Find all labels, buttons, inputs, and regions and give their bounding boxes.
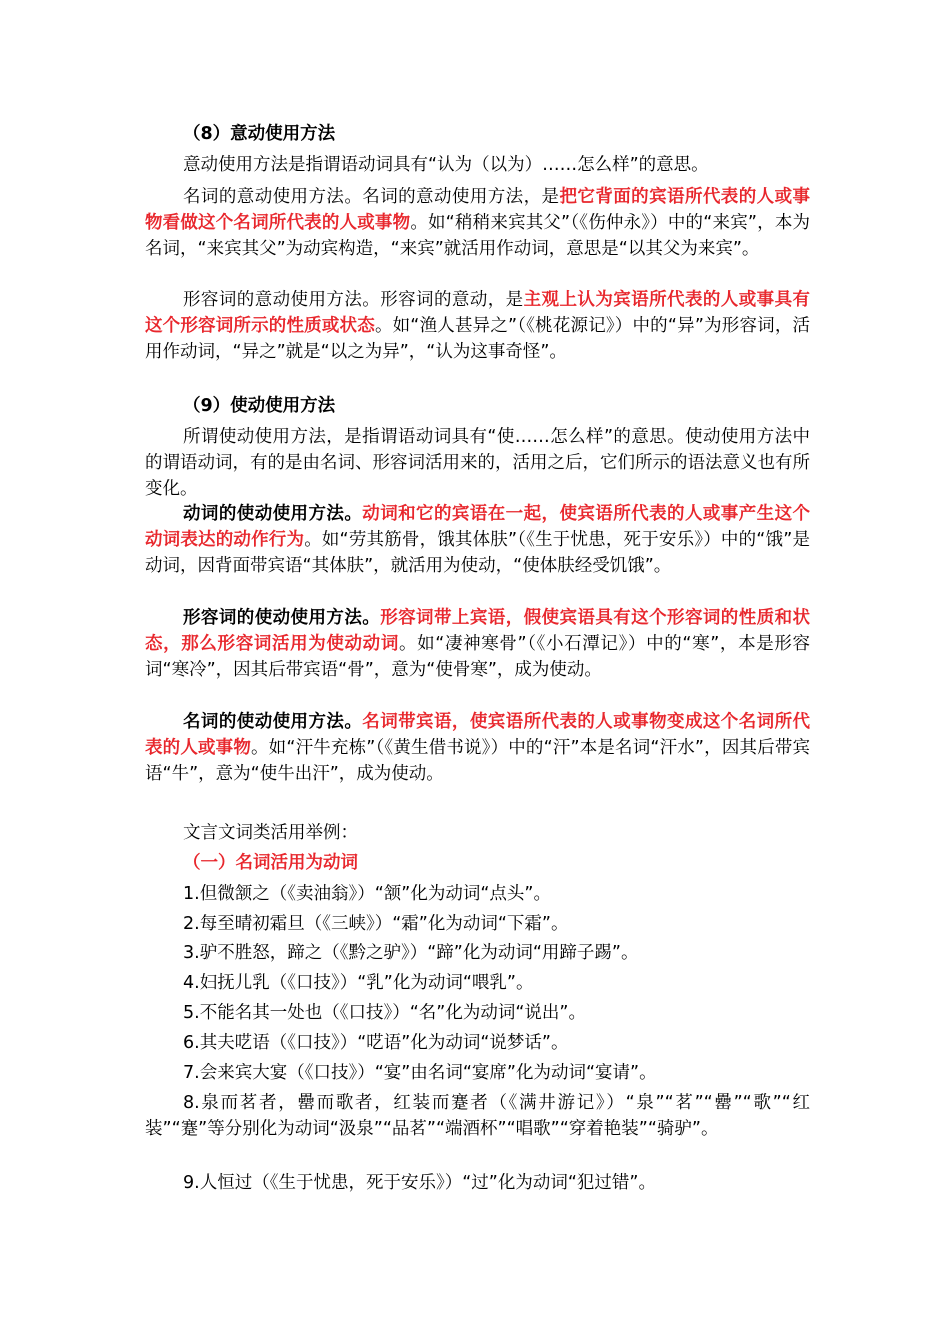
example-item-3: 3.驴不胜怒，蹄之（《黔之驴》）“蹄”化为动词“用蹄子踢”。 xyxy=(183,943,639,963)
section-9-verb-paragraph xyxy=(145,501,810,579)
section-9-adj-paragraph xyxy=(145,605,810,683)
example-item-7: 7.会来宾大宴（《口技》）“宴”由名词“宴席”化为动词“宴请”。 xyxy=(183,1063,657,1083)
example-item-2: 2.每至晴初霜旦（《三峡》）“霜”化为动词“下霜”。 xyxy=(183,914,569,934)
example-item-8: 8.泉而茗者，罍而歌者，红装而蹇者（《满井游记》）“泉”“茗”“罍”“歌”“红装”“蹇”等分别化为动词“汲泉”“品茗”“端酒杯”“唱歌”“穿着艳装”“骑驴”。 xyxy=(145,1093,810,1139)
adj-shidong-lead: 形容词的使动使用方法。 xyxy=(183,608,381,628)
section-9-heading: （9）使动使用方法 xyxy=(183,396,336,416)
example-item-4: 4.妇抚儿乳（《口技》）“乳”化为动词“喂乳”。 xyxy=(183,973,534,993)
verb-shidong-rest: 。如“劳其筋骨，饿其体肤”（《生于忧患，死于安乐》）中的“饿”是动词，因背面带宾语“其体肤”，就活用为使动，“使体肤经受饥饿”。 xyxy=(145,530,811,576)
section-9-intro: 所谓使动使用方法，是指谓语动词具有“使……怎么样”的意思。使动使用方法中的谓语动词，有的是由名词、形容词活用来的，活用之后，它们所示的语法意义也有所变化。 xyxy=(145,427,810,499)
verb-shidong-lead: 动词的使动使用方法。 xyxy=(183,504,363,524)
example-item-1: 1.但微颔之（《卖油翁》）“颔”化为动词“点头”。 xyxy=(183,884,551,904)
adj-yidong-rest: 。如“渔人甚异之”（《桃花源记》）中的“异”为形容词，活用作动词，“异之”就是“以之为异”，“认为这事奇怪”。 xyxy=(145,316,811,362)
adj-shidong-emphasis: 形容词带上宾语，假使宾语具有这个形容词的性质和状态，那么形容词活用为使动动词 xyxy=(145,608,811,654)
section-8-noun-paragraph xyxy=(145,184,810,262)
adj-shidong-rest: 。如“凄神寒骨”（《小石潭记》）中的“寒”，本是形容词“寒冷”，因其后带宾语“骨”，意为“使骨寒”，成为使动。 xyxy=(145,634,810,680)
adj-yidong-emphasis: 主观上认为宾语所代表的人或事具有这个形容词所示的性质或状态 xyxy=(145,290,811,336)
example-item-6: 6.其夫呓语（《口技》）“呓语”化为动词“说梦话”。 xyxy=(183,1033,569,1053)
section-8-adj-paragraph xyxy=(145,287,810,365)
section-8-intro: 意动使用方法是指谓语动词具有“认为（以为）……怎么样”的意思。 xyxy=(183,155,709,175)
examples-subtitle: （一）名词活用为动词 xyxy=(183,853,358,873)
noun-shidong-emphasis: 名词带宾语，使宾语所代表的人或事物变成这个名词所代表的人或事物 xyxy=(145,712,810,758)
noun-yidong-lead: 名词的意动使用方法。名词的意动使用方法，是 xyxy=(183,187,560,207)
example-item-9: 9.人恒过（《生于忧患，死于安乐》）“过”化为动词“犯过错”。 xyxy=(183,1173,656,1193)
noun-shidong-rest: 。如“汗牛充栋”（《黄生借书说》）中的“汗”本是名词“汗水”，因其后带宾语“牛”，意为“使牛出汗”，成为使动。 xyxy=(145,738,811,784)
section-9-noun-paragraph xyxy=(145,709,810,787)
section-8-heading: （8）意动使用方法 xyxy=(183,124,336,144)
noun-yidong-emphasis: 把它背面的宾语所代表的人或事物看做这个名词所代表的人或事物 xyxy=(145,187,811,233)
examples-title: 文言文词类活用举例： xyxy=(183,823,358,843)
noun-shidong-lead: 名词的使动使用方法。 xyxy=(183,712,363,732)
adj-yidong-lead: 形容词的意动使用方法。形容词的意动，是 xyxy=(183,290,524,310)
verb-shidong-emphasis: 动词和它的宾语在一起，使宾语所代表的人或事产生这个动词表达的动作行为 xyxy=(145,504,810,550)
example-item-5: 5.不能名其一处也（《口技》）“名”化为动词“说出”。 xyxy=(183,1003,586,1023)
noun-yidong-rest: 。如“稍稍来宾其父”（《伤仲永》）中的“来宾”，本为名词，“来宾其父”为动宾构造，“来宾”就活用作动词，意思是“以其父为来宾”。 xyxy=(145,213,811,259)
